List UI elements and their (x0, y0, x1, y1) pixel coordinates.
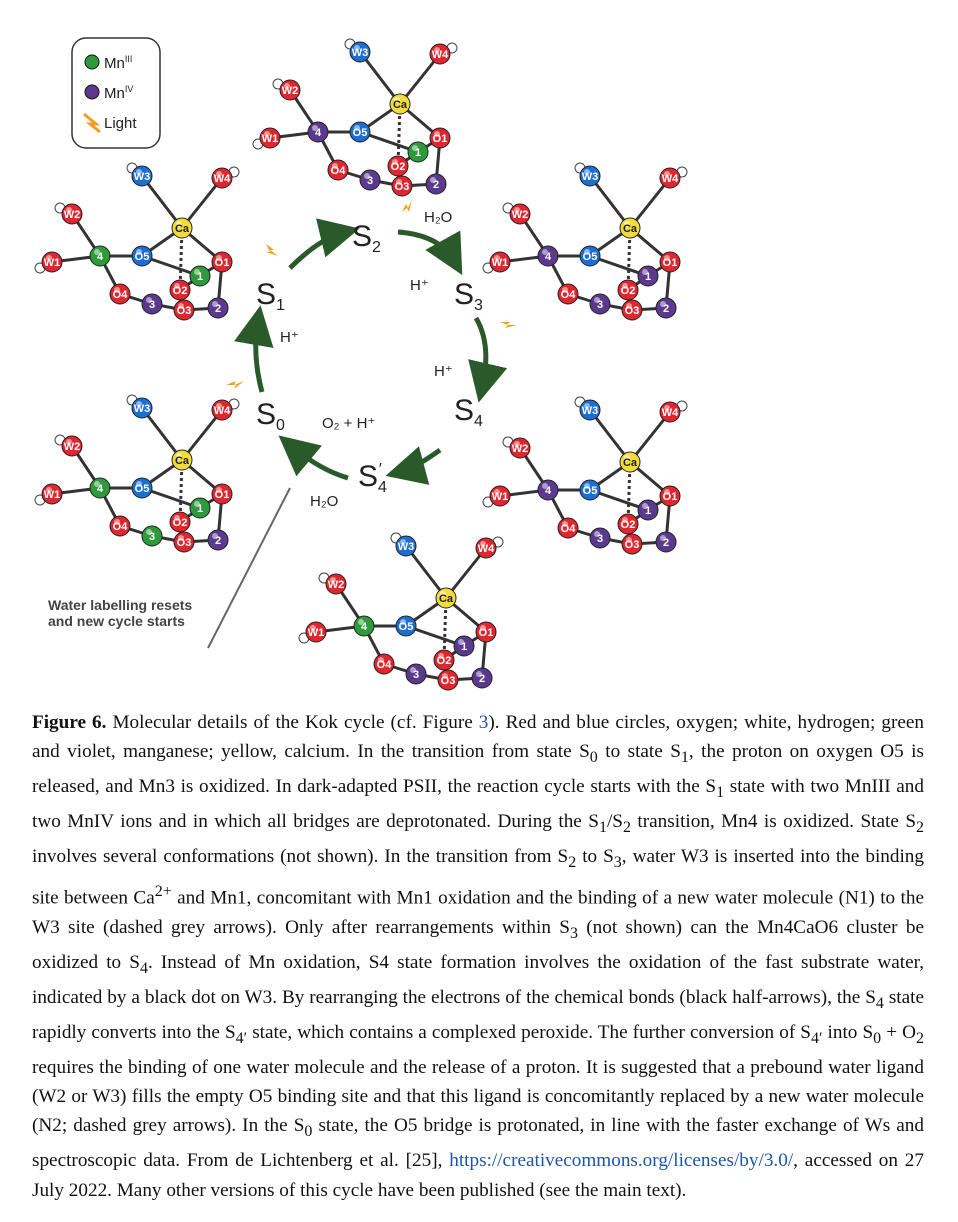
svg-text:W2: W2 (327, 579, 345, 591)
svg-text:W3: W3 (397, 541, 415, 553)
oxygen-o5 (580, 480, 600, 500)
cluster-s4-prime (299, 533, 503, 690)
svg-text:W1: W1 (43, 489, 61, 501)
manganese-1 (190, 266, 210, 286)
svg-text:O2: O2 (436, 655, 452, 667)
manganese-4 (538, 480, 558, 500)
svg-text:2: 2 (214, 303, 222, 315)
h-plus-s2-s3: H⁺ (410, 277, 429, 294)
manganese-1 (454, 636, 474, 656)
oxygen-o3 (622, 300, 642, 320)
oxygen-o2 (388, 156, 408, 176)
manganese-2 (656, 298, 676, 318)
manganese-2 (208, 298, 228, 318)
manganese-2 (656, 532, 676, 552)
svg-text:W3: W3 (351, 47, 369, 59)
lightning-icon (402, 200, 412, 212)
svg-text:W3: W3 (581, 171, 599, 183)
oxygen-o4 (110, 516, 130, 536)
oxygen-o5 (350, 122, 370, 142)
h2o-label-top: H₂O (424, 209, 453, 226)
svg-text:O2: O2 (172, 517, 188, 529)
state-s3: $S_3$ (454, 278, 483, 314)
manganese-4 (90, 478, 110, 498)
svg-text:O4: O4 (330, 165, 346, 177)
manganese-1 (638, 266, 658, 286)
svg-text:Ca: Ca (438, 593, 454, 605)
svg-text:O3: O3 (176, 305, 192, 317)
svg-text:2: 2 (662, 537, 670, 549)
state-s4: $S_4$ (454, 394, 483, 430)
cluster-s0 (35, 395, 239, 552)
figure-3-link[interactable]: 3 (478, 712, 489, 733)
svg-text:Ca: Ca (392, 99, 408, 111)
svg-text:1: 1 (460, 641, 468, 653)
legend-mn3-label: $Mn^{III}$ (104, 54, 133, 72)
svg-text:O5: O5 (582, 251, 598, 263)
svg-text:W4: W4 (431, 49, 449, 61)
oxygen-w3 (396, 536, 416, 556)
manganese-3 (406, 664, 426, 684)
svg-text:O2: O2 (172, 285, 188, 297)
oxygen-w2 (326, 574, 346, 594)
svg-text:W3: W3 (133, 171, 151, 183)
svg-text:W4: W4 (213, 405, 231, 417)
oxygen-o4 (558, 518, 578, 538)
oxygen-o1 (660, 486, 680, 506)
oxygen-o4 (374, 654, 394, 674)
svg-text:O5: O5 (134, 483, 150, 495)
svg-text:4: 4 (314, 127, 322, 139)
legend-light-label: Light (104, 115, 137, 132)
svg-text:O1: O1 (214, 489, 230, 501)
svg-text:3: 3 (148, 531, 156, 543)
svg-text:O1: O1 (432, 133, 448, 145)
svg-text:2: 2 (432, 179, 440, 191)
calcium (620, 452, 640, 472)
oxygen-o5 (580, 246, 600, 266)
svg-text:Ca: Ca (622, 223, 638, 235)
state-s4-prime: $S_4'$ (358, 460, 387, 496)
svg-text:O2: O2 (620, 285, 636, 297)
svg-text:O4: O4 (560, 289, 576, 301)
manganese-2 (472, 668, 492, 688)
calcium (390, 94, 410, 114)
manganese-2 (208, 530, 228, 550)
oxygen-w1 (42, 252, 62, 272)
svg-text:4: 4 (96, 483, 104, 495)
oxygen-w4 (476, 538, 496, 558)
oxygen-o1 (212, 484, 232, 504)
oxygen-o3 (622, 534, 642, 554)
svg-text:3: 3 (412, 669, 420, 681)
svg-text:W2: W2 (63, 209, 81, 221)
manganese-3 (142, 526, 162, 546)
calcium (172, 450, 192, 470)
svg-text:2: 2 (478, 673, 486, 685)
manganese-3 (590, 294, 610, 314)
manganese-1 (190, 498, 210, 518)
oxygen-o1 (212, 252, 232, 272)
legend (72, 38, 160, 148)
oxygen-w3 (132, 166, 152, 186)
oxygen-w3 (350, 42, 370, 62)
cluster-s1 (35, 163, 239, 320)
lightning-icon (226, 381, 244, 389)
manganese-4 (354, 616, 374, 636)
oxygen-w1 (306, 622, 326, 642)
state-s0: $S_0$ (256, 398, 285, 434)
oxygen-w1 (260, 128, 280, 148)
lightning-icon (500, 322, 517, 328)
lightning-icon (266, 244, 278, 256)
oxygen-o3 (174, 532, 194, 552)
svg-text:W1: W1 (491, 491, 509, 503)
figure-caption: Figure 6. Molecular details of the Kok cycle (cf. Figure 3). Red and blue circles, oxygen; white, hydrogen; green and violet, manganese; yellow, calcium. In the transition from state $S_0$ to state $S_1$, the proton on oxygen O5 is released, and Mn3 is oxidized. In dark-adapted PSII, the reaction cycle starts with the $S_1$ state with two MnIII and two MnIV ions and in which all bridges are deprotonated. During the $S_1/S_2$ transition, Mn4 is oxidized. State $S_2$ involves several conformations (not shown). In the transition from $S_2$ to $S_3$, water W3 is inserted into the binding site between $Ca^{2+}$ and Mn1, concomitant with Mn1 oxidation and the binding of a new water molecule (N1) to the W3 site (dashed grey arrows). Only after rearrangements within $S_3$ (not shown) can the Mn4CaO6 cluster be oxidized to $S_4$. Instead of Mn oxidation, S4 state formation involves the oxidation of the fast substrate water, indicated by a black dot on W3. By rearranging the electrons of the chemical bonds (black half-arrows), the $S_4$ state rapidly converts into the $S_{4'}$ state, which contains a complexed peroxide. The further conversion of $S_{4'}$ into $S_0 + O_2$ requires the binding of one water molecule and the release of a proton. It is suggested that a prebound water ligand (W2 or W3) fills the empty O5 binding site and that this ligand is concomitantly replaced by a new water molecule (N2; dashed grey arrows). In the $S_0$ state, the O5 bridge is protonated, in line with the faster exchange of Ws and spectroscopic data. From de Lichtenberg et al. [25], https://creativecommons.org/licenses/by/3.0/, accessed on 27 July 2022. Many other versions of this cycle have been published (see the main text). (32, 712, 924, 1201)
oxygen-w2 (510, 204, 530, 224)
svg-text:W4: W4 (213, 173, 231, 185)
svg-text:W2: W2 (281, 85, 299, 97)
svg-text:O4: O4 (560, 523, 576, 535)
svg-text:O3: O3 (176, 537, 192, 549)
svg-text:W2: W2 (63, 441, 81, 453)
svg-text:O4: O4 (112, 521, 128, 533)
svg-text:W2: W2 (511, 209, 529, 221)
manganese-1 (408, 142, 428, 162)
oxygen-w2 (510, 438, 530, 458)
svg-text:O3: O3 (394, 181, 410, 193)
oxygen-o4 (558, 284, 578, 304)
svg-text:W4: W4 (477, 543, 495, 555)
svg-text:1: 1 (644, 505, 652, 517)
svg-text:W4: W4 (661, 407, 679, 419)
svg-text:O1: O1 (662, 257, 678, 269)
oxygen-o1 (660, 252, 680, 272)
svg-text:4: 4 (360, 621, 368, 633)
oxygen-w4 (660, 168, 680, 188)
svg-text:O2: O2 (390, 161, 406, 173)
oxygen-o5 (132, 246, 152, 266)
oxygen-o3 (174, 300, 194, 320)
legend-mn4-label: $Mn^{IV}$ (104, 84, 134, 102)
reset-note-line2: and new cycle starts (48, 613, 185, 629)
svg-text:O5: O5 (134, 251, 150, 263)
svg-text:Ca: Ca (174, 455, 190, 467)
svg-text:O1: O1 (478, 627, 494, 639)
oxygen-w4 (660, 402, 680, 422)
svg-text:W3: W3 (133, 403, 151, 415)
manganese-3 (590, 528, 610, 548)
manganese-4 (538, 246, 558, 266)
oxygen-w2 (62, 204, 82, 224)
oxygen-w1 (490, 486, 510, 506)
svg-text:3: 3 (366, 175, 374, 187)
manganese-4 (90, 246, 110, 266)
svg-text:W3: W3 (581, 405, 599, 417)
svg-text:O3: O3 (624, 305, 640, 317)
state-s2: $S_2$ (352, 220, 381, 256)
svg-text:O4: O4 (112, 289, 128, 301)
reset-note-line1: Water labelling resets (48, 597, 193, 613)
svg-text:2: 2 (662, 303, 670, 315)
oxygen-w3 (580, 400, 600, 420)
oxygen-w3 (132, 398, 152, 418)
cycle-arrows (256, 232, 486, 478)
oxygen-o2 (170, 512, 190, 532)
svg-text:O3: O3 (440, 675, 456, 687)
svg-text:W1: W1 (43, 257, 61, 269)
svg-text:O4: O4 (376, 659, 392, 671)
o2-h-label: O₂ + H⁺ (322, 415, 376, 432)
svg-text:O2: O2 (620, 519, 636, 531)
cluster-s2 (253, 39, 457, 196)
manganese-4 (308, 122, 328, 142)
oxygen-o2 (618, 280, 638, 300)
calcium (172, 218, 192, 238)
svg-text:O1: O1 (662, 491, 678, 503)
svg-text:1: 1 (196, 503, 204, 515)
oxygen-w4 (212, 168, 232, 188)
svg-text:4: 4 (96, 251, 104, 263)
calcium (620, 218, 640, 238)
oxygen-w4 (430, 44, 450, 64)
oxygen-w2 (280, 80, 300, 100)
svg-text:W1: W1 (261, 133, 279, 145)
svg-text:1: 1 (196, 271, 204, 283)
svg-text:O5: O5 (352, 127, 368, 139)
h-plus-s3-s4: H⁺ (434, 363, 453, 380)
oxygen-o1 (430, 128, 450, 148)
svg-text:3: 3 (148, 299, 156, 311)
svg-text:W4: W4 (661, 173, 679, 185)
oxygen-o2 (434, 650, 454, 670)
svg-text:3: 3 (596, 533, 604, 545)
svg-text:O5: O5 (582, 485, 598, 497)
oxygen-o2 (618, 514, 638, 534)
oxygen-o3 (438, 670, 458, 690)
oxygen-w4 (212, 400, 232, 420)
svg-text:O3: O3 (624, 539, 640, 551)
manganese-1 (638, 500, 658, 520)
oxygen-o5 (396, 616, 416, 636)
oxygen-o2 (170, 280, 190, 300)
oxygen-o4 (110, 284, 130, 304)
oxygen-w1 (490, 252, 510, 272)
svg-text:1: 1 (414, 147, 422, 159)
oxygen-o4 (328, 160, 348, 180)
oxygen-o3 (392, 176, 412, 196)
oxygen-o1 (476, 622, 496, 642)
h-plus-s1: H⁺ (280, 329, 299, 346)
calcium (436, 588, 456, 608)
manganese-3 (142, 294, 162, 314)
oxygen-w1 (42, 484, 62, 504)
svg-text:Ca: Ca (174, 223, 190, 235)
oxygen-w2 (62, 436, 82, 456)
caption-label: Figure 6. (32, 712, 107, 733)
license-link[interactable]: https://creativecommons.org/licenses/by/3.0/ (449, 1150, 794, 1172)
manganese-2 (426, 174, 446, 194)
svg-text:W1: W1 (491, 257, 509, 269)
state-s1: $S_1$ (256, 278, 285, 314)
oxygen-w3 (580, 166, 600, 186)
svg-text:O5: O5 (398, 621, 414, 633)
svg-text:4: 4 (544, 251, 552, 263)
manganese-3 (360, 170, 380, 190)
svg-text:W2: W2 (511, 443, 529, 455)
cluster-s4 (483, 397, 687, 554)
svg-text:1: 1 (644, 271, 652, 283)
oxygen-o5 (132, 478, 152, 498)
svg-text:4: 4 (544, 485, 552, 497)
svg-text:2: 2 (214, 535, 222, 547)
h2o-label-bottom: H₂O (310, 493, 339, 510)
svg-text:Ca: Ca (622, 457, 638, 469)
svg-text:W1: W1 (307, 627, 325, 639)
svg-text:3: 3 (596, 299, 604, 311)
svg-text:O1: O1 (214, 257, 230, 269)
cluster-s3 (483, 163, 687, 320)
